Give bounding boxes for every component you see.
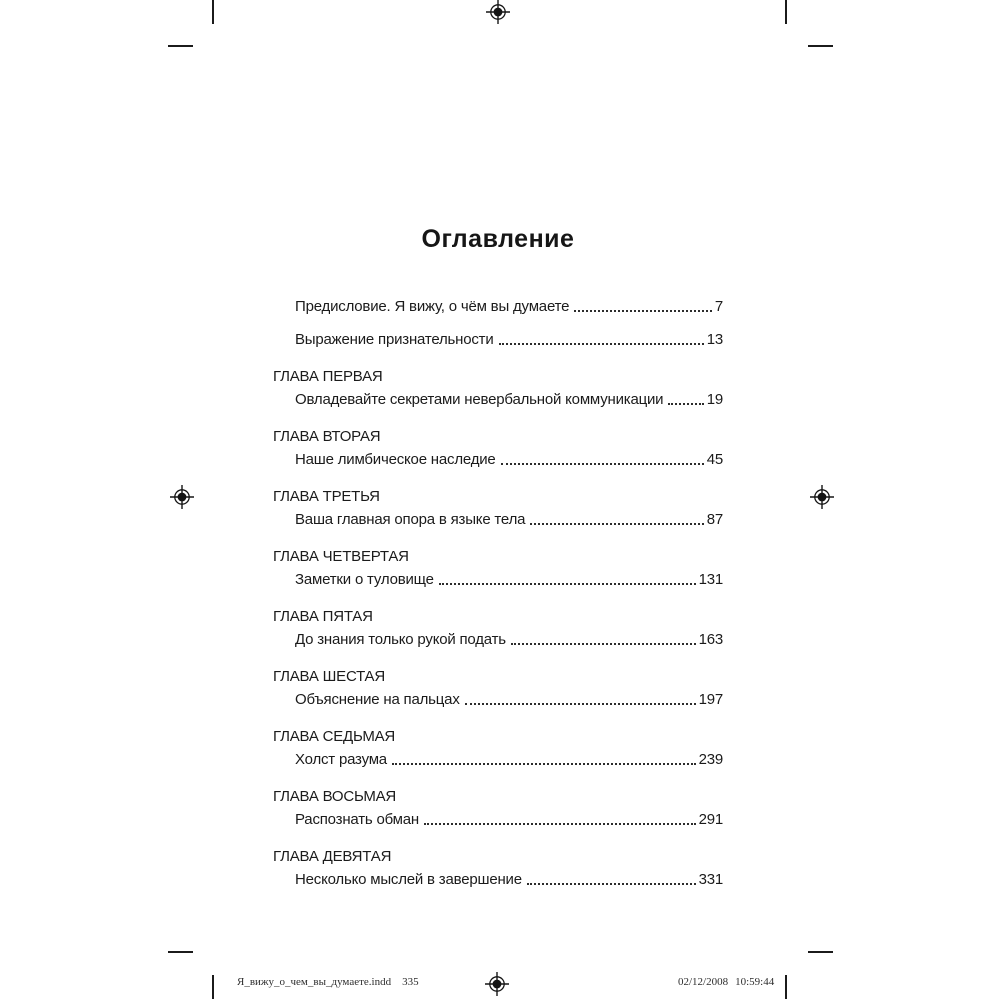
dot-leader [530,523,703,525]
toc-entry-page: 239 [698,751,723,768]
crop-mark [785,0,787,24]
dot-leader [499,343,704,345]
chapter-heading: ГЛАВА ПЕРВАЯ [273,368,383,385]
toc-entry-title: Распознать обман [295,811,420,828]
chapter-heading: ГЛАВА ДЕВЯТАЯ [273,848,392,865]
crop-mark [785,975,787,999]
toc-entry [295,812,723,828]
toc-entry [295,512,723,528]
chapter-heading: ГЛАВА СЕДЬМАЯ [273,728,396,745]
dot-leader [511,643,696,645]
toc-entry-title: Ваша главная опора в языке тела [295,511,526,528]
toc-entry-page: 331 [698,871,723,888]
slug-line-left [237,976,419,988]
registration-mark-icon [486,0,510,24]
slug-date: 02/12/2008 [678,976,729,988]
toc-entry-title: Несколько мыслей в завершение [295,871,522,888]
toc-entry [295,632,723,648]
crop-mark [212,0,214,24]
toc-entry-title: Предисловие. Я вижу, о чём вы думаете [295,298,570,315]
toc-entry-page: 131 [698,571,723,588]
chapter-heading: ГЛАВА ПЯТАЯ [273,608,373,625]
crop-mark [168,951,193,953]
toc-entry-title: Заметки о туловище [295,571,434,588]
crop-mark [212,975,214,999]
toc-entry-page: 45 [706,451,723,468]
toc-chapter-3 [273,489,723,528]
toc-entry-page: 7 [714,298,723,315]
toc-entry-title: Наше лимбическое наследие [295,451,496,468]
page-title: Оглавление [421,225,575,253]
toc-entry [295,752,723,768]
toc-chapter-5 [273,609,723,648]
slug-line-right [678,976,774,988]
toc-entry-acknowledgements [295,332,723,348]
toc-entry [295,872,723,888]
slug-filename: Я_вижу_о_чем_вы_думаете.indd [237,976,392,988]
dot-leader [574,310,712,312]
table-of-contents [273,299,723,888]
toc-entry-page: 291 [698,811,723,828]
toc-entry-page: 19 [706,391,723,408]
toc-chapter-8 [273,789,723,828]
toc-entry-title: Холст разума [295,751,387,768]
toc-entry-page: 197 [698,691,723,708]
registration-mark-icon [170,485,194,509]
dot-leader [424,823,696,825]
toc-entry-preface [295,299,723,315]
toc-entry [295,452,723,468]
toc-chapter-1 [273,369,723,408]
chapter-heading: ГЛАВА ШЕСТАЯ [273,668,385,685]
registration-mark-icon [810,485,834,509]
registration-mark-icon [485,972,509,996]
toc-entry [295,392,723,408]
dot-leader [501,463,704,465]
toc-entry-page: 163 [698,631,723,648]
toc-chapter-4 [273,549,723,588]
toc-chapter-2 [273,429,723,468]
dot-leader [439,583,696,585]
slug-time: 10:59:44 [735,976,775,988]
dot-leader [527,883,696,885]
toc-entry-page: 87 [706,511,723,528]
dot-leader [465,703,696,705]
crop-mark [168,45,193,47]
crop-mark [808,951,833,953]
toc-chapter-9 [273,849,723,888]
toc-entry [295,692,723,708]
slug-sheet-number: 335 [402,976,419,988]
chapter-heading: ГЛАВА ВОСЬМАЯ [273,788,397,805]
toc-entry-title: До знания только рукой подать [295,631,506,648]
crop-mark [808,45,833,47]
dot-leader [668,403,703,405]
toc-entry-page: 13 [706,331,723,348]
chapter-heading: ГЛАВА ТРЕТЬЯ [273,488,380,505]
chapter-heading: ГЛАВА ВТОРАЯ [273,428,381,445]
chapter-heading: ГЛАВА ЧЕТВЕРТАЯ [273,548,409,565]
toc-chapter-6 [273,669,723,708]
toc-entry [295,572,723,588]
toc-chapter-7 [273,729,723,768]
toc-entry-title: Объяснение на пальцах [295,691,460,708]
dot-leader [392,763,696,765]
toc-entry-title: Овладевайте секретами невербальной коммуникации [295,391,664,408]
toc-entry-title: Выражение признательности [295,331,494,348]
